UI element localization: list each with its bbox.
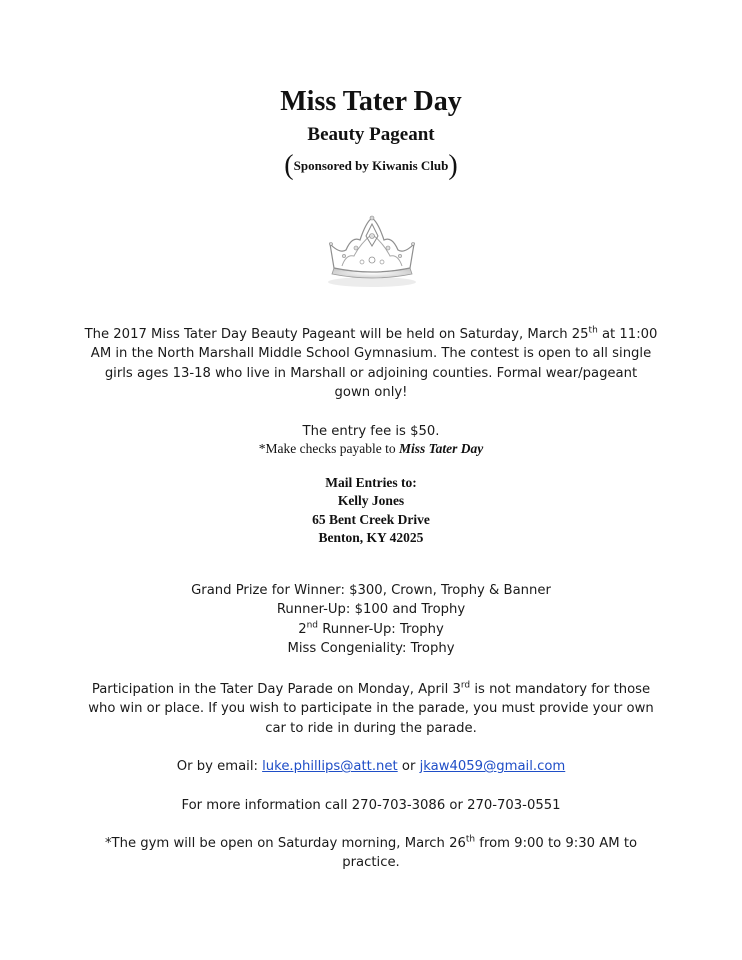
sponsor-text: Sponsored by Kiwanis Club bbox=[293, 158, 449, 173]
second-num: 2 bbox=[298, 621, 307, 637]
intro-line-3: girls ages 13-18 who live in Marshall or adjoining counties. Formal wear/pageant bbox=[104, 365, 638, 381]
mail-city: Benton, KY 42025 bbox=[318, 530, 424, 546]
prize-runner-up: Runner-Up: $100 and Trophy bbox=[276, 602, 466, 618]
parade-line-1 bbox=[0, 680, 742, 699]
checks-prefix: *Make checks payable to bbox=[258, 441, 399, 456]
intro-text-b: at 11:00 bbox=[597, 327, 658, 342]
open-paren: ( bbox=[284, 150, 294, 181]
prize-list bbox=[0, 581, 742, 659]
email-line bbox=[0, 757, 742, 776]
page-title: Miss Tater Day bbox=[280, 86, 462, 117]
email-link-jkaw[interactable]: jkaw4059@gmail.com bbox=[419, 759, 566, 774]
gym-line-2: practice. bbox=[342, 855, 400, 871]
mail-entries bbox=[0, 474, 742, 548]
parade-text-a: Participation in the Tater Day Parade on Monday, April 3 bbox=[91, 682, 461, 697]
intro-paragraph bbox=[0, 325, 742, 403]
parade-line-2: who win or place. If you wish to participate in the parade, you must provide your own bbox=[88, 701, 654, 717]
intro-sup: th bbox=[588, 325, 598, 336]
prize-second-runner-up bbox=[0, 620, 742, 639]
entry-fee: The entry fee is $50. bbox=[302, 424, 440, 439]
email-prefix: Or by email: bbox=[176, 759, 263, 774]
second-rest: Runner-Up: Trophy bbox=[318, 621, 444, 637]
close-paren: ) bbox=[448, 150, 458, 181]
sponsor-line bbox=[0, 150, 742, 182]
prize-congeniality: Miss Congeniality: Trophy bbox=[287, 641, 455, 657]
parade-sup: rd bbox=[460, 680, 471, 691]
crown-icon bbox=[322, 214, 422, 288]
mail-street: 65 Bent Creek Drive bbox=[312, 511, 430, 527]
gym-line-1 bbox=[0, 834, 742, 853]
intro-line-4: gown only! bbox=[334, 385, 408, 401]
parade-text-b: is not mandatory for those bbox=[470, 682, 651, 697]
parade-line-3: car to ride in during the parade. bbox=[265, 720, 477, 736]
gym-text-a: *The gym will be open on Saturday morning, March 26 bbox=[104, 836, 466, 851]
prize-grand: Grand Prize for Winner: $300, Crown, Trophy & Banner bbox=[191, 583, 551, 598]
mail-heading: Mail Entries to: bbox=[325, 475, 417, 490]
second-sup: nd bbox=[306, 620, 318, 631]
parade-paragraph bbox=[0, 680, 742, 738]
email-link-luke[interactable]: luke.phillips@att.net bbox=[262, 759, 398, 774]
mail-name: Kelly Jones bbox=[337, 493, 405, 509]
gym-text-b: from 9:00 to 9:30 AM to bbox=[475, 836, 638, 851]
email-or: or bbox=[397, 759, 420, 774]
intro-line-1 bbox=[0, 325, 742, 344]
intro-line-2: AM in the North Marshall Middle School Gymnasium. The contest is open to all single bbox=[90, 346, 652, 362]
page-subtitle: Beauty Pageant bbox=[307, 124, 435, 145]
gym-paragraph bbox=[0, 834, 742, 873]
checks-name: Miss Tater Day bbox=[398, 441, 484, 456]
checks-payable bbox=[0, 441, 742, 457]
intro-text-a: The 2017 Miss Tater Day Beauty Pageant will be held on Saturday, March 25 bbox=[84, 327, 589, 342]
gym-sup: th bbox=[465, 834, 476, 845]
info-line: For more information call 270-703-3086 or 270-703-0551 bbox=[181, 798, 561, 813]
